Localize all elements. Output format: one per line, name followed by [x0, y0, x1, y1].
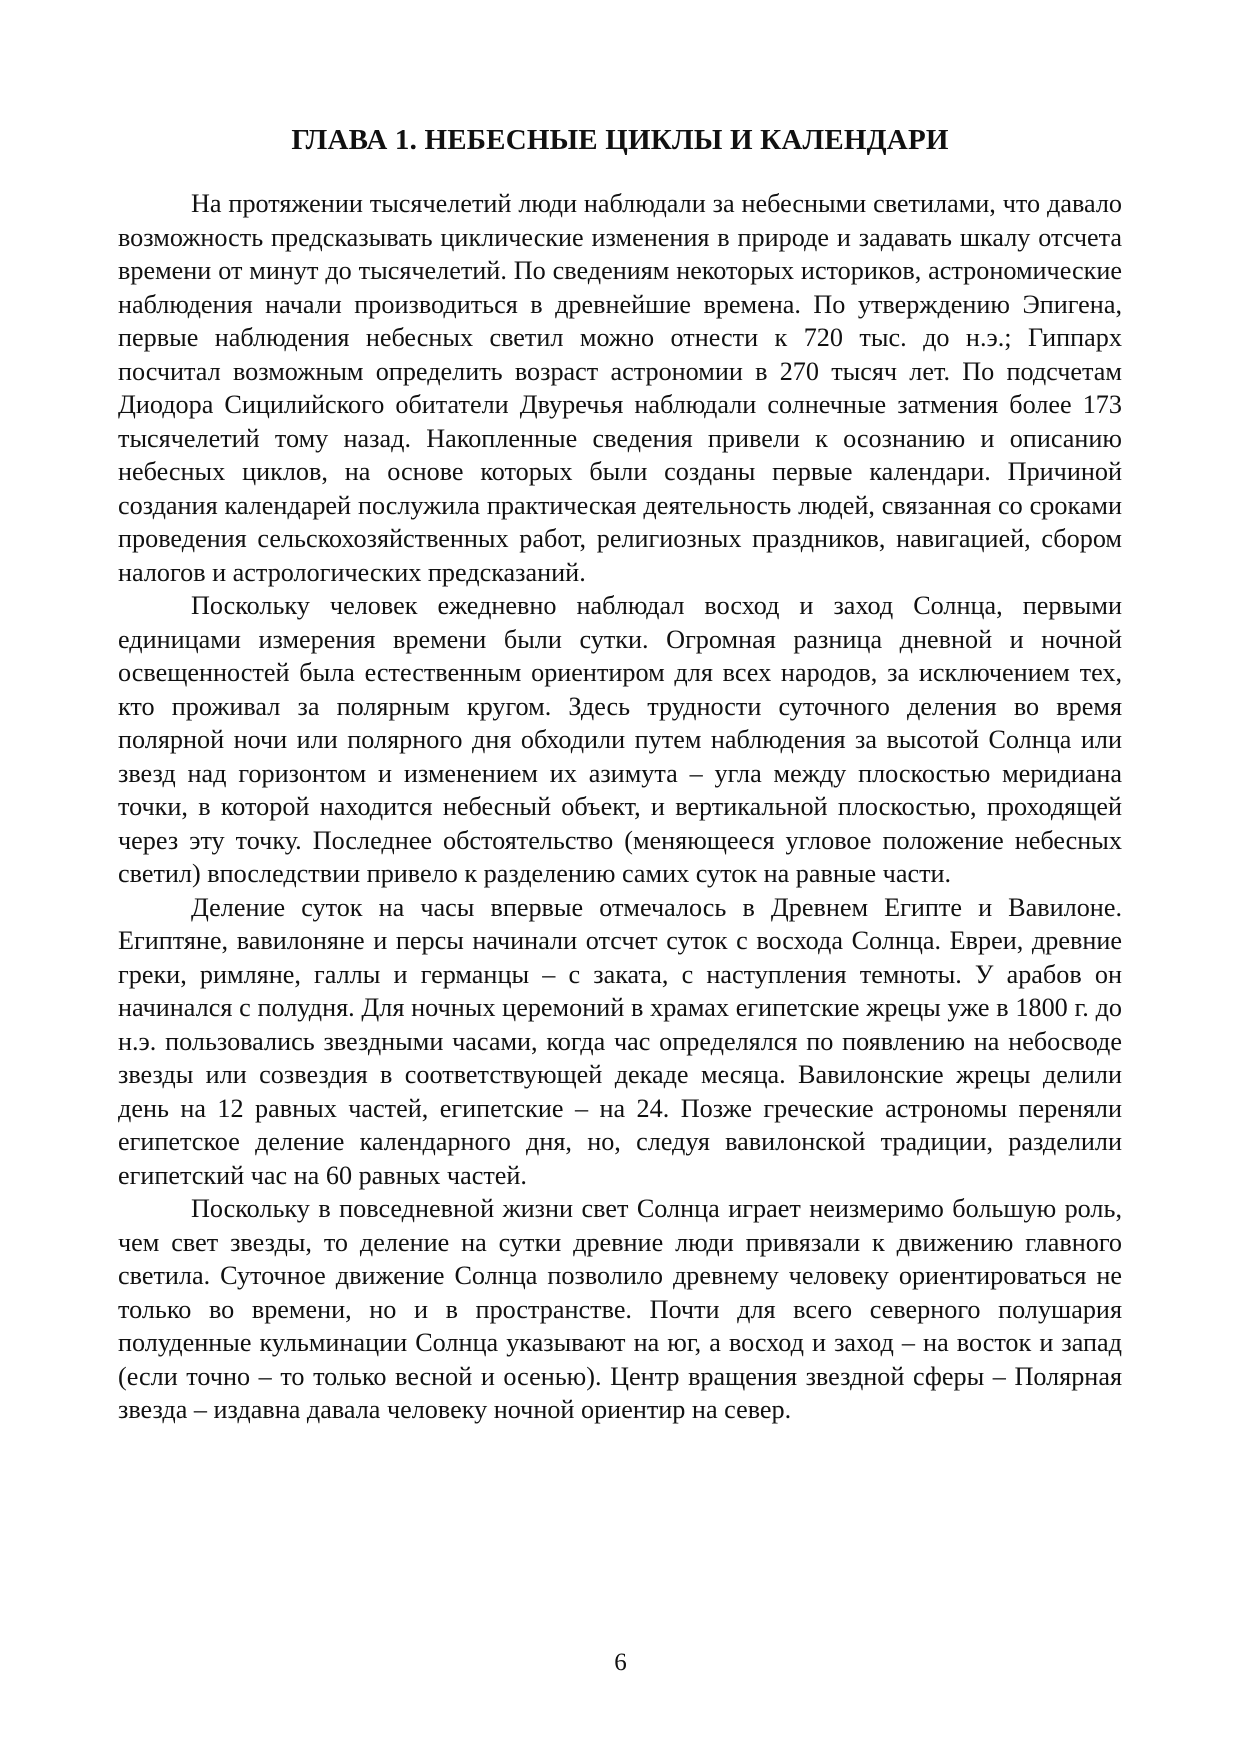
- chapter-title: ГЛАВА 1. НЕБЕСНЫЕ ЦИКЛЫ И КАЛЕНДАРИ: [291, 124, 949, 156]
- page-number: 6: [614, 1649, 627, 1676]
- paragraph-2: Поскольку человек ежедневно наблюдал восход и заход Солнца, первыми единицами измерения времени были сутки. Огромная разница дневной и ночной освещенностей была естественным ориентиром для всех народов, за исключением тех, кто проживал за полярным кругом. Здесь трудности суточного деления во время полярной ночи или полярного дня обходили путем наблюдения за высотой Солнца или звезд над горизонтом и изменением их азимута – угла между плоскостью меридиана точки, в которой находится небесный объект, и вертикальной плоскостью, проходящей через эту точку. Последнее обстоятельство (меняющееся угловое положение небесных светил) впоследствии привело к разделению самих суток на равные части.: [118, 591, 1122, 888]
- paragraph-4: Поскольку в повседневной жизни свет Солнца играет неизмеримо большую роль, чем свет звезды, то деление на сутки древние люди привязали к движению главного светила. Суточное движение Солнца позволило древнему человеку ориентироваться не только во времени, но и в пространстве. Почти для всего северного полушария полуденные кульминации Солнца указывают на юг, а восход и заход – на восток и запад (если точно – то только весной и осенью). Центр вращения звездной сферы – Полярная звезда – издавна давала человеку ночной ориентир на север.: [118, 1194, 1122, 1424]
- paragraph-3: Деление суток на часы впервые отмечалось в Древнем Египте и Вавилоне. Египтяне, вавилоняне и персы начинали отсчет суток с восхода Солнца. Евреи, древние греки, римляне, галлы и германцы – с заката, с наступления темноты. У арабов он начинался с полудня. Для ночных церемоний в храмах египетские жрецы уже в 1800 г. до н.э. пользовались звездными часами, когда час определялся по появлению на небосводе звезды или созвездия в соответствующей декаде месяца. Вавилонские жрецы делили день на 12 равных частей, египетские – на 24. Позже греческие астрономы переняли египетское деление календарного дня, но, следуя вавилонской традиции, разделили египетский час на 60 равных частей.: [118, 892, 1122, 1190]
- paragraph-1: На протяжении тысячелетий люди наблюдали за небесными светилами, что давало возможность предсказывать циклические изменения в природе и задавать шкалу отсчета времени от минут до тысячелетий. По сведениям некоторых историков, астрономические наблюдения начали производиться в древнейшие времена. По утверждению Эпигена, первые наблюдения небесных светил можно отнести к 720 тыс. до н.э.; Гиппарх посчитал возможным определить возраст астрономии в 270 тысяч лет. По подсчетам Диодора Сицилийского обитатели Двуречья наблюдали солнечные затмения более 173 тысячелетий тому назад. Накопленные сведения привели к осознанию и описанию небесных циклов, на основе которых были созданы первые календари. Причиной создания календарей послужила практическая деятельность людей, связанная со сроками проведения сельскохозяйственных работ, религиозных праздников, навигацией, сбором налогов и астрологических предсказаний.: [118, 189, 1122, 587]
- chapter-body: [118, 187, 1122, 1427]
